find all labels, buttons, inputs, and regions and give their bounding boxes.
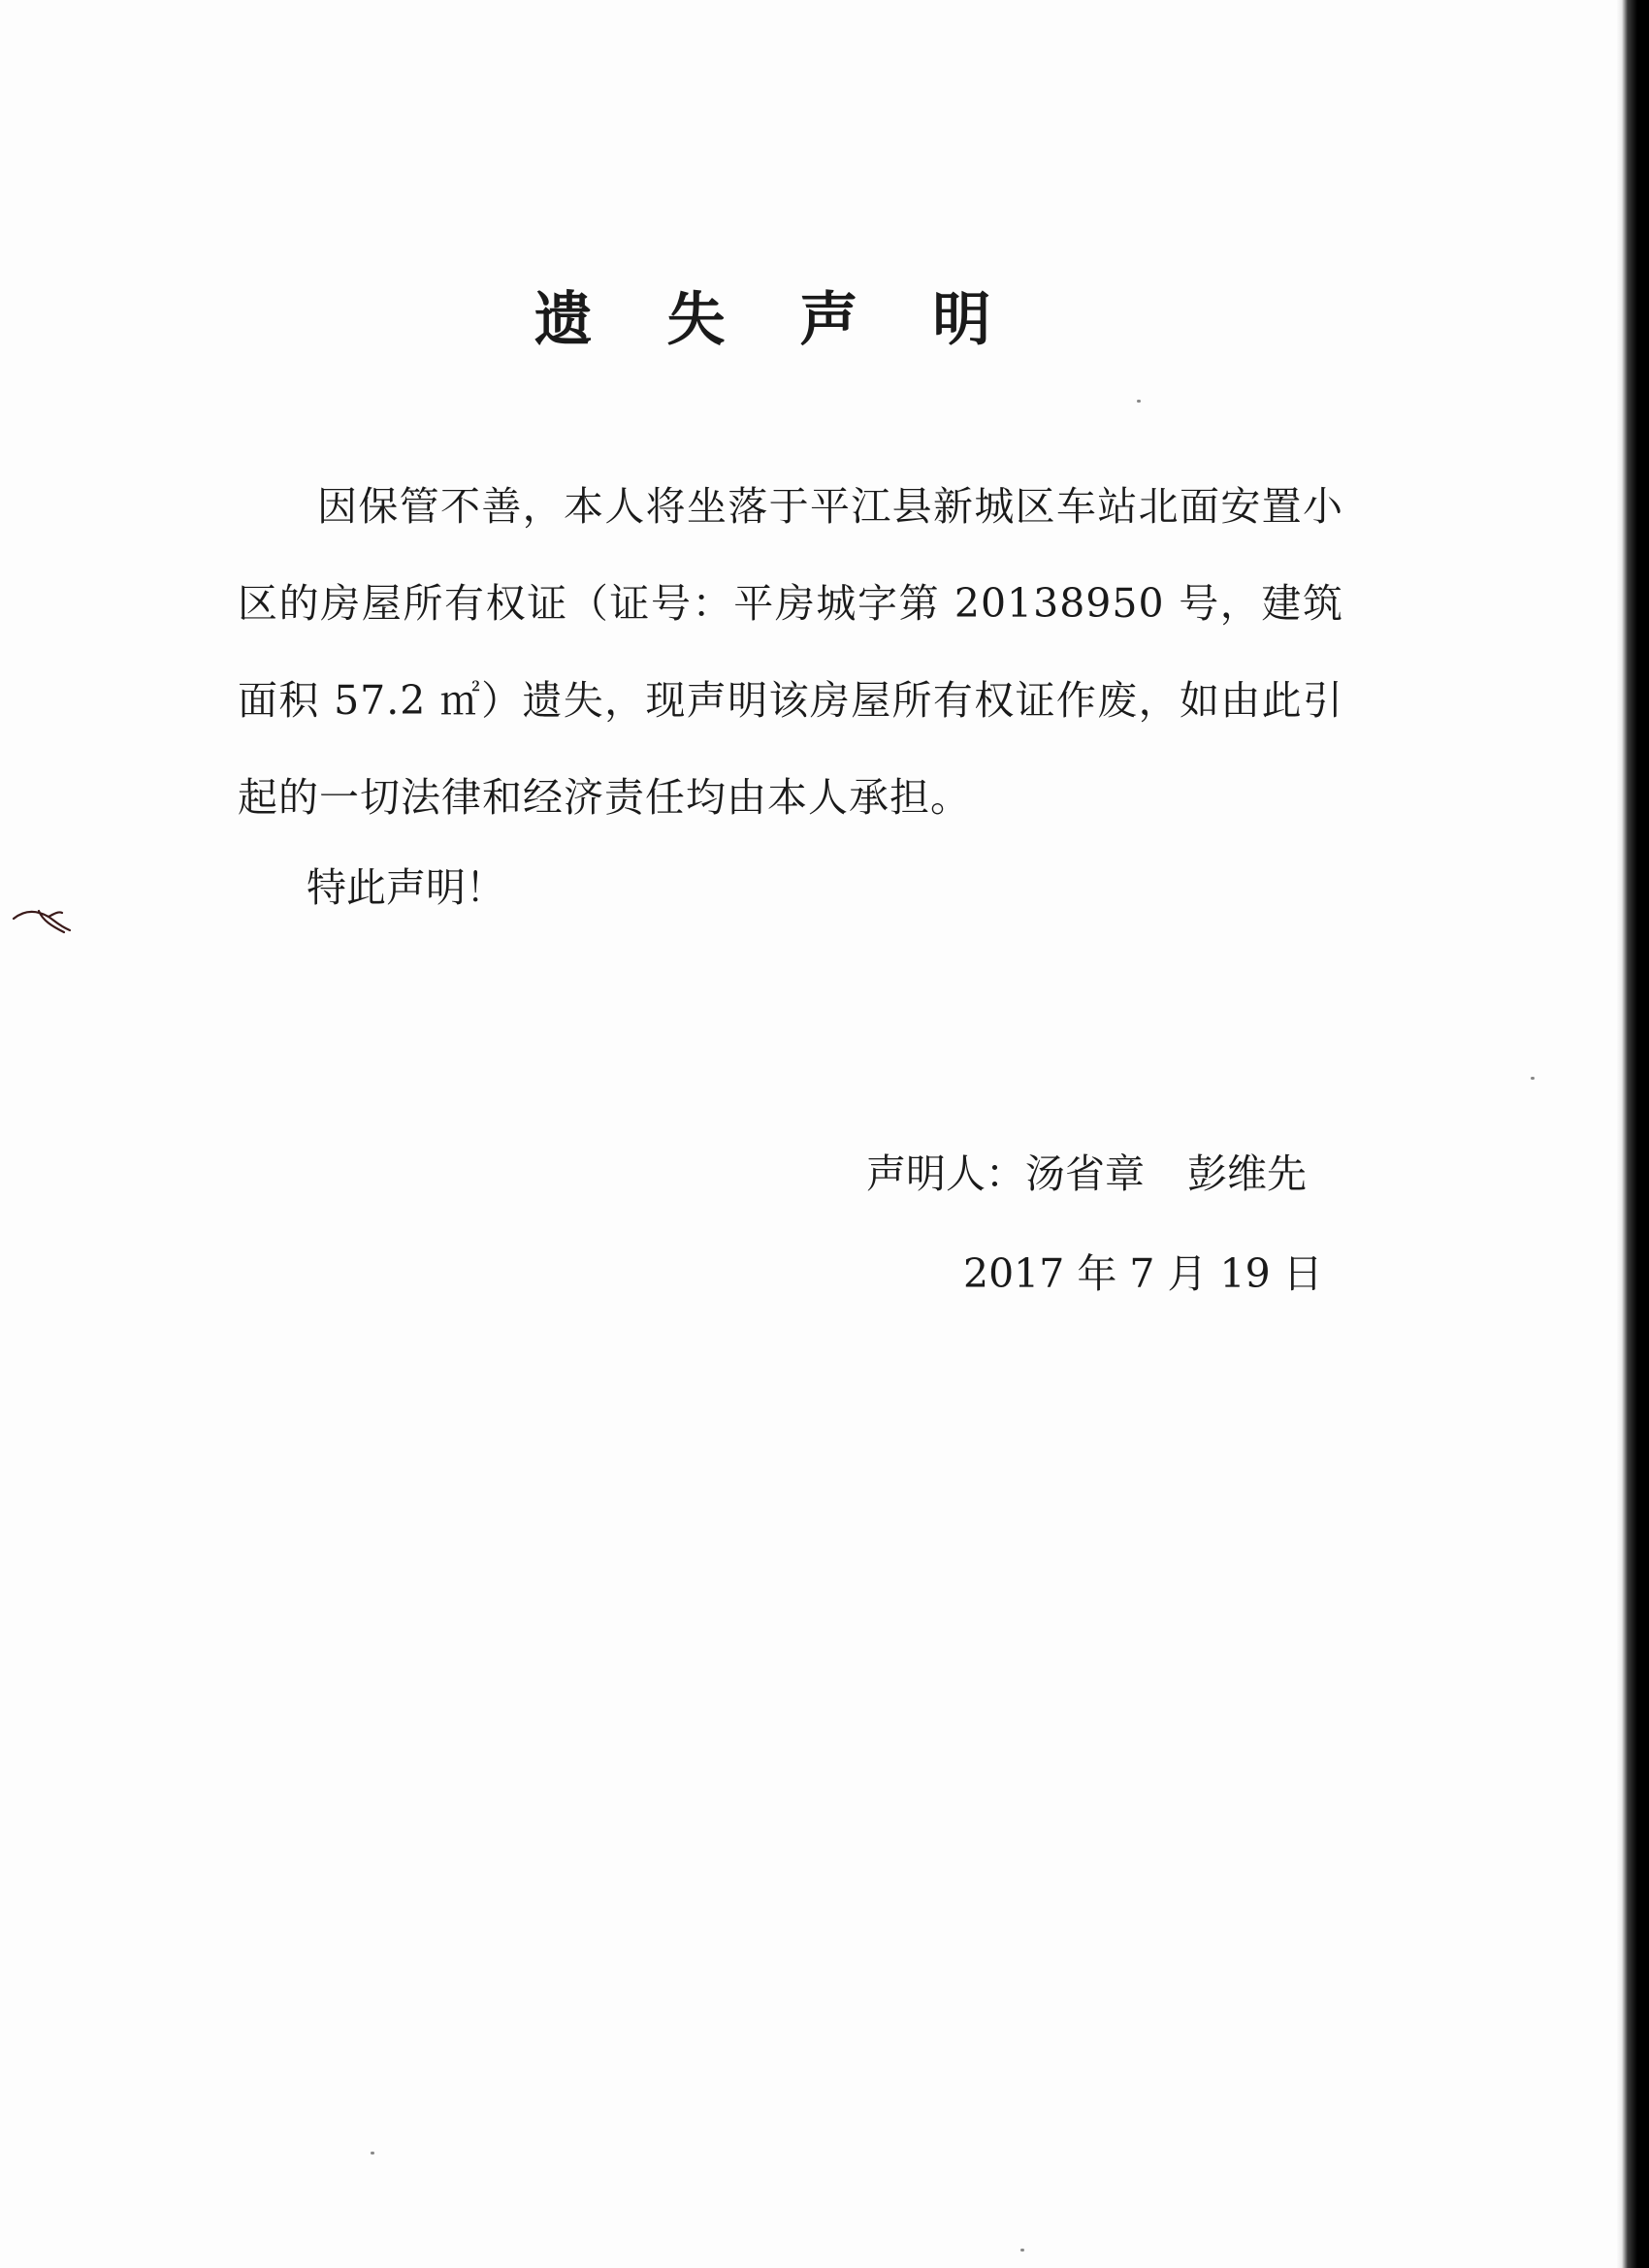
document-title: 遗 失 声 明 bbox=[534, 286, 1018, 354]
signer-second-name: 彭维先 bbox=[1187, 1150, 1307, 1197]
margin-pen-mark bbox=[10, 897, 87, 946]
signature-block bbox=[866, 1145, 1307, 1203]
signer-label: 声明人：汤省章 bbox=[866, 1150, 1145, 1197]
document-body bbox=[238, 458, 1343, 846]
scan-edge-border bbox=[1616, 0, 1649, 2268]
scan-speck bbox=[1137, 400, 1141, 403]
scan-speck bbox=[1020, 2249, 1024, 2252]
scan-speck bbox=[371, 2152, 374, 2155]
statement-date: 2017 年 7 月 19 日 bbox=[963, 1250, 1323, 1297]
closing-line: 特此声明！ bbox=[307, 864, 505, 911]
statement-paragraph: 因保管不善，本人将坐落于平江县新城区车站北面安置小区的房屋所有权证（证号：平房城字第 20138950 号，建筑面积 57.2 ㎡）遗失，现声明该房屋所有权证作废，如由此引起的一切法律和经济责任均由本人承担。 bbox=[238, 483, 1343, 821]
scan-speck bbox=[1531, 1077, 1535, 1080]
